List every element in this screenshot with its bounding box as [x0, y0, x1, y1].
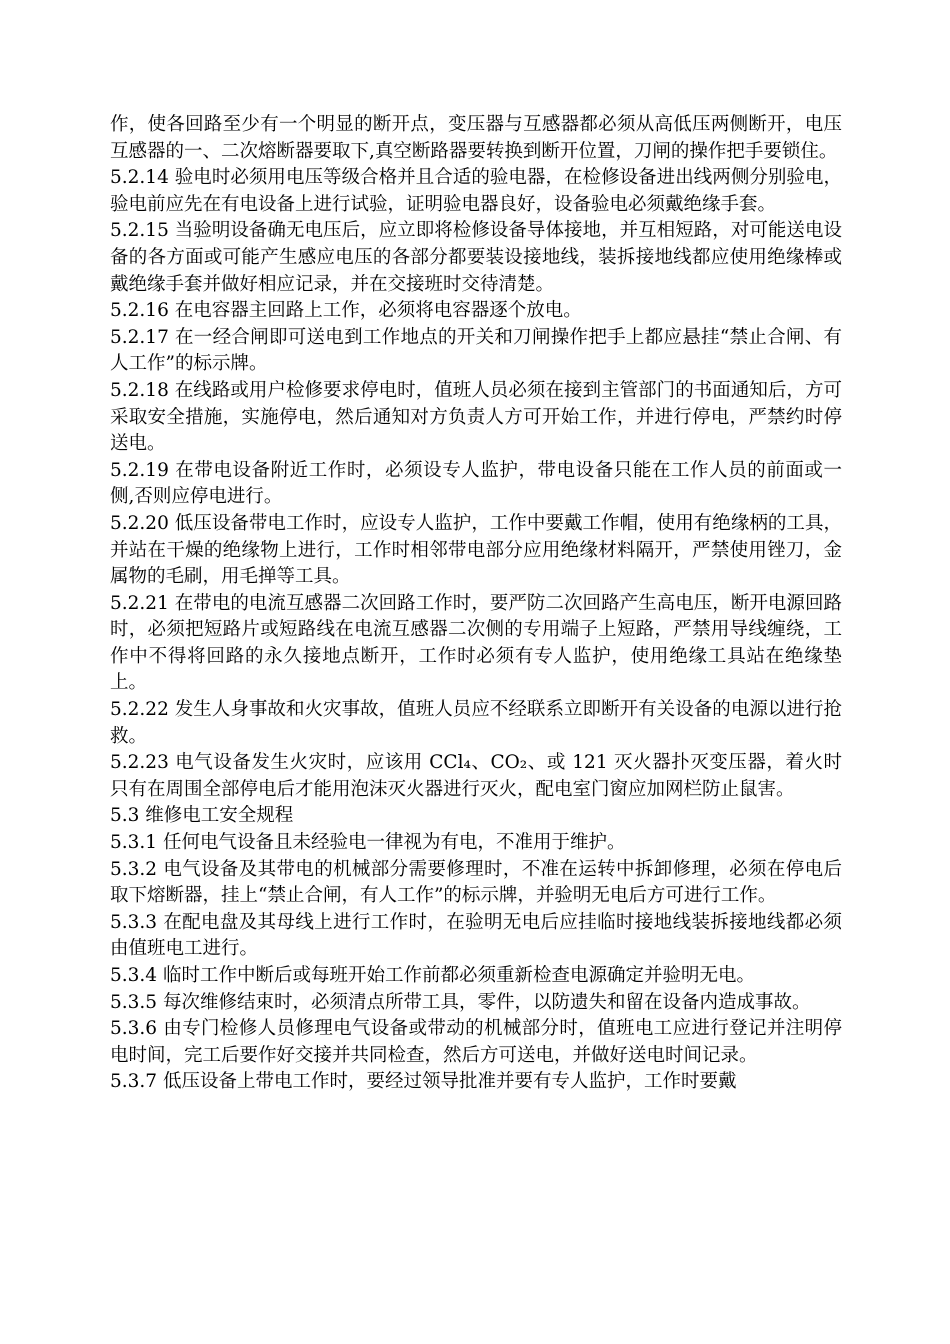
paragraph-5-3-6: 5.3.6 由专门检修人员修理电气设备或带动的机械部分时，值班电工应进行登记并注明停电时间，完工后要作好交接并共同检查，然后方可送电，并做好送电时间记录。 — [110, 1018, 842, 1066]
paragraph-5-3-5: 5.3.5 每次维修结束时，必须清点所带工具，零件，以防遗失和留在设备内造成事故。 — [110, 991, 811, 1013]
paragraph-5-3-3: 5.3.3 在配电盘及其母线上进行工作时，在验明无电后应挂临时接地线装拆接地线都必须由值班电工进行。 — [110, 911, 842, 960]
paragraph-5-2-23: 5.2.23 电气设备发生火灾时，应该用 CCl₄、CO₂、或 121 灭火器扑灭变压器，着火时只有在周围全部停电后才能用泡沫灭火器进行灭火，配电室门窗应加网栏防止鼠害。 — [110, 752, 842, 800]
section-heading-5-3: 5.3 维修电工安全规程 — [110, 805, 294, 827]
paragraph-continuation: 作，使各回路至少有一个明显的断开点，变压器与互感器都必须从高低压两侧断开，电压互感器的一、二次熔断器要取下,真空断路器要转换到断开位置，刀闸的操作把手要锁住。 — [110, 114, 842, 162]
paragraph-5-2-22: 5.2.22 发生人身事故和火灾事故，值班人员应不经联系立即断开有关设备的电源以进行抢救。 — [110, 699, 842, 747]
paragraph-5-3-4: 5.3.4 临时工作中断后或每班开始工作前都必须重新检查电源确定并验明无电。 — [110, 965, 755, 986]
paragraph-5-2-16: 5.2.16 在电容器主回路上工作，必须将电容器逐个放电。 — [110, 300, 582, 322]
paragraph-5-2-15: 5.2.15 当验明设备确无电压后，应立即将检修设备导体接地，并互相短路，对可能送电设备的各方面或可能产生感应电压的各部分都要装设接地线，装拆接地线都应使用绝缘棒或戴绝缘手套并做好相应记录，并在交接班时交待清楚。 — [110, 220, 842, 295]
paragraph-5-3-2: 5.3.2 电气设备及其带电的机械部分需要修理时，不准在运转中拆卸修理，必须在停电后取下熔断器，挂上“禁止合闸，有人工作”的标示牌，并验明无电后方可进行工作。 — [110, 858, 842, 907]
paragraph-5-2-14: 5.2.14 验电时必须用电压等级合格并且合适的验电器，在检修设备进出线两侧分别验电，验电前应先在有电设备上进行试验，证明验电器良好，设备验电必须戴绝缘手套。 — [110, 167, 842, 215]
paragraph-5-2-18: 5.2.18 在线路或用户检修要求停电时，值班人员必须在接到主管部门的书面通知后，方可采取安全措施，实施停电，然后通知对方负责人方可开始工作，并进行停电，严禁约时停送电。 — [110, 379, 842, 455]
document-page — [110, 112, 842, 1096]
paragraph-5-2-19: 5.2.19 在带电设备附近工作时，必须设专人监护，带电设备只能在工作人员的前面或一侧,否则应停电进行。 — [110, 459, 842, 508]
paragraph-5-2-17: 5.2.17 在一经合闸即可送电到工作地点的开关和刀闸操作把手上都应悬挂“禁止合闸、有人工作”的标示牌。 — [110, 326, 842, 375]
paragraph-5-2-20: 5.2.20 低压设备带电工作时，应设专人监护，工作中要戴工作帽，使用有绝缘柄的工具，并站在干燥的绝缘物上进行，工作时相邻带电部分应用绝缘材料隔开，严禁使用锉刀，金属物的毛刷，用毛掸等工具。 — [110, 512, 842, 588]
paragraph-5-2-21: 5.2.21 在带电的电流互感器二次回路工作时，要严防二次回路产生高电压，断开电源回路时，必须把短路片或短路线在电流互感器二次侧的专用端子上短路，严禁用导线缠绕，工作中不得将回路的永久接地点断开，工作时必须有专人监护，使用绝缘工具站在绝缘垫上。 — [110, 592, 842, 694]
paragraph-5-3-1: 5.3.1 任何电气设备且未经验电一律视为有电，不准用于维护。 — [110, 832, 626, 854]
paragraph-5-3-7: 5.3.7 低压设备上带电工作时，要经过领导批准并要有专人监护，工作时要戴 — [110, 1071, 737, 1093]
